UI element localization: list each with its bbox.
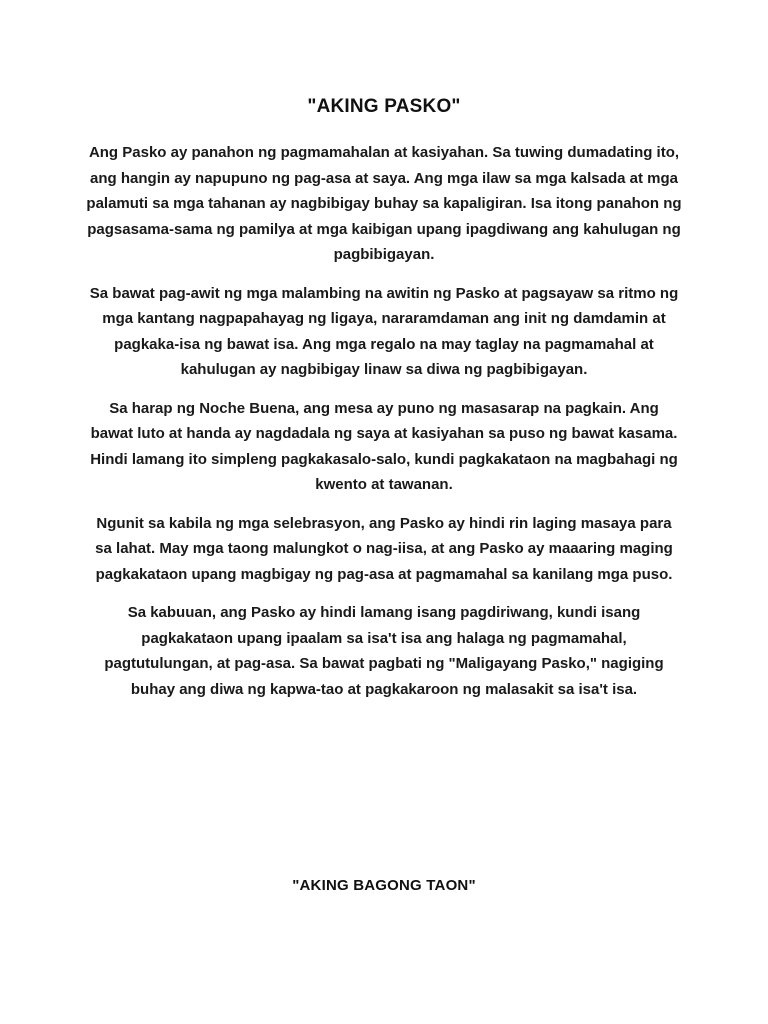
paragraph-2: Sa bawat pag-awit ng mga malambing na awitin ng Pasko at pagsayaw sa ritmo ng mga kantang nagpapahayag ng ligaya, nararamdaman ang init ng damdamin at pagkaka-isa ng bawat isa. Ang mga regalo na may taglay na pagmamahal at kahulugan ay nagbibigay linaw sa diwa ng pagbibigayan. (89, 284, 679, 378)
second-title: "AKING BAGONG TAON" (292, 877, 476, 894)
document-body (86, 140, 682, 715)
paragraph-3: Sa harap ng Noche Buena, ang mesa ay puno ng masasarap na pagkain. Ang bawat luto at handa ay nagdadala ng saya at kasiyahan sa puso ng bawat kasama. Hindi lamang ito simpleng pagkakasalo-salo, kundi pagkakataon na magbahagi ng kwento at tawanan. (90, 399, 678, 493)
document-title: "AKING PASKO" (307, 96, 461, 117)
paragraph-1: Ang Pasko ay panahon ng pagmamahalan at kasiyahan. Sa tuwing dumadating ito, ang hangin ay napupuno ng pag-asa at saya. Ang mga ilaw sa mga kalsada at mga palamuti sa mga tahanan ay nagbibigay buhay sa kapaligiran. Isa itong panahon ng pagsasama-sama ng pamilya at mga kaibigan upang ipagdiwang ang kahulugan ng pagbibigayan. (86, 144, 682, 263)
paragraph-4: Ngunit sa kabila ng mga selebrasyon, ang Pasko ay hindi rin laging masaya para sa lahat. May mga taong malungkot o nag-iisa, at ang Pasko ay maaaring maging pagkakataon upang magbigay ng pag-asa at pagmamahal sa kanilang mga puso. (95, 514, 673, 583)
paragraph-5: Sa kabuuan, ang Pasko ay hindi lamang isang pagdiriwang, kundi isang pagkakataon upang ipaalam sa isa't isa ang halaga ng pagmamahal, pagtutulungan, at pag-asa. Sa bawat pagbati ng "Maligayang Pasko," nagiging buhay ang diwa ng kapwa-tao at pagkakaroon ng malasakit sa isa't isa. (104, 604, 664, 698)
